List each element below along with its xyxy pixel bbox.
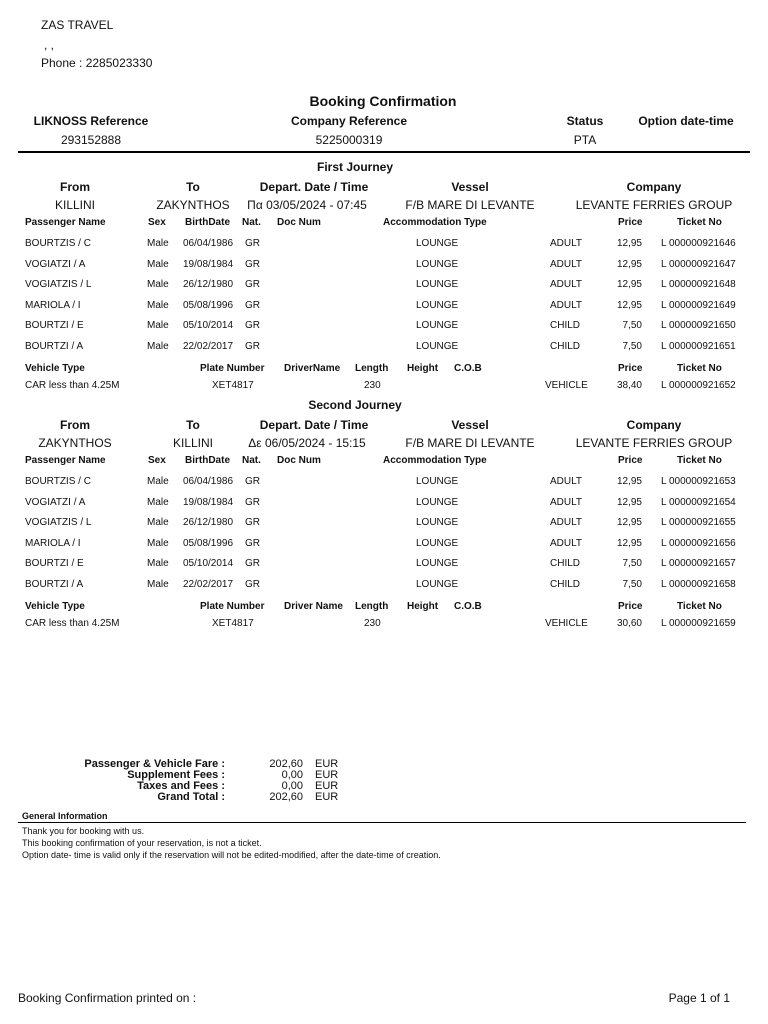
route-label-to: To	[186, 418, 200, 432]
journey-title: Second Journey	[308, 398, 402, 412]
table-row	[0, 538, 768, 554]
passenger-type: CHILD	[550, 558, 581, 570]
liknoss-reference-label: LIKNOSS Reference	[33, 114, 149, 128]
passenger-type: CHILD	[550, 341, 581, 352]
passenger-sex: Male	[147, 299, 169, 311]
passenger-nat: GR	[245, 238, 260, 249]
general-info-line: Option date- time is valid only if the reservation will not be edited-modified, after the date-time of creation.	[22, 850, 441, 860]
column-header-nat: Nat.	[242, 455, 261, 466]
status-value: PTA	[573, 133, 597, 147]
passenger-accommodation: LOUNGE	[416, 517, 459, 529]
passenger-ticket: L 000000921653	[661, 476, 736, 487]
column-header-nat: Nat.	[242, 217, 261, 228]
passenger-type: ADULT	[550, 476, 583, 487]
route-value-company: LEVANTE FERRIES GROUP	[575, 436, 733, 450]
passenger-accommodation: LOUNGE	[416, 320, 459, 332]
vehicle-row	[0, 618, 768, 634]
route-value-to: KILLINI	[172, 436, 214, 450]
passenger-nat: GR	[245, 517, 260, 529]
passenger-price: 7,50	[622, 320, 642, 332]
passenger-ticket: L 000000921646	[661, 238, 736, 249]
route-value-from: KILLINI	[54, 198, 96, 212]
vehicle-header-cob: C.O.B	[454, 601, 482, 612]
passenger-sex: Male	[147, 537, 169, 549]
header-divider	[18, 151, 750, 153]
route-value-vessel: F/B MARE DI LEVANTE	[405, 436, 535, 450]
column-header-passenger-name: Passenger Name	[25, 455, 106, 466]
total-value: 202,60	[269, 791, 303, 803]
passenger-birthdate: 05/08/1996	[183, 299, 234, 311]
table-row	[0, 558, 768, 574]
passenger-sex: Male	[147, 341, 169, 352]
vehicle-kind: VEHICLE	[545, 618, 588, 629]
vehicle-header-length: Length	[355, 363, 389, 374]
table-row	[0, 279, 768, 295]
passenger-sex: Male	[147, 476, 169, 487]
route-value-from: ZAKYNTHOS	[38, 436, 112, 450]
passenger-type: ADULT	[550, 258, 583, 270]
passenger-sex: Male	[147, 579, 169, 590]
column-header-price: Price	[618, 217, 643, 228]
total-currency: EUR	[315, 769, 339, 781]
vehicle-price: 38,40	[616, 380, 642, 391]
vehicle-header-vehicle-type: Vehicle Type	[25, 363, 85, 374]
vehicle-type: CAR less than 4.25M	[25, 380, 120, 391]
passenger-type: ADULT	[550, 279, 583, 291]
route-value-depart: Δε 06/05/2024 - 15:15	[248, 436, 366, 450]
total-currency: EUR	[315, 780, 339, 792]
vehicle-row	[0, 380, 768, 396]
passenger-price: 7,50	[622, 579, 642, 590]
passenger-nat: GR	[245, 279, 260, 291]
passenger-ticket: L 000000921649	[661, 299, 736, 311]
route-label-to: To	[186, 180, 200, 194]
passenger-name: BOURTZI / E	[25, 320, 84, 332]
table-row	[0, 320, 768, 336]
passenger-accommodation: LOUNGE	[416, 258, 459, 270]
agency-address: , ,	[44, 38, 55, 52]
table-row	[0, 476, 768, 492]
passenger-type: ADULT	[550, 496, 583, 508]
passenger-ticket: L 000000921650	[661, 320, 736, 332]
vehicle-header-price: Price	[618, 363, 643, 374]
agency-phone: Phone : 2285023330	[41, 56, 153, 70]
passenger-name: BOURTZIS / C	[25, 476, 91, 487]
vehicle-ticket: L 000000921652	[661, 380, 736, 391]
vehicle-header-cob: C.O.B	[454, 363, 482, 374]
general-info-divider	[18, 822, 746, 823]
passenger-sex: Male	[147, 279, 169, 291]
route-label-depart: Depart. Date / Time	[259, 418, 369, 432]
passenger-nat: GR	[245, 558, 260, 570]
passenger-accommodation: LOUNGE	[416, 496, 459, 508]
table-row	[0, 259, 768, 275]
route-label-from: From	[60, 180, 90, 194]
passenger-sex: Male	[147, 320, 169, 332]
passenger-price: 12,95	[616, 476, 642, 487]
passenger-name: VOGIATZIS / L	[25, 517, 92, 529]
passenger-accommodation: LOUNGE	[416, 476, 459, 487]
passenger-price: 7,50	[622, 341, 642, 352]
passenger-name: VOGIATZI / A	[25, 496, 86, 508]
vehicle-header-driver: Driver Name	[284, 601, 343, 612]
table-row	[0, 579, 768, 595]
table-row	[0, 341, 768, 357]
passenger-accommodation: LOUNGE	[416, 341, 459, 352]
passenger-accommodation: LOUNGE	[416, 238, 459, 249]
passenger-nat: GR	[245, 476, 260, 487]
passenger-sex: Male	[147, 496, 169, 508]
passenger-name: MARIOLA / I	[25, 299, 81, 311]
passenger-nat: GR	[245, 496, 260, 508]
passenger-sex: Male	[147, 238, 169, 249]
passenger-ticket: L 000000921647	[661, 258, 736, 270]
passenger-sex: Male	[147, 558, 169, 570]
passenger-price: 12,95	[616, 299, 642, 311]
general-info-title: General Information	[22, 811, 108, 821]
passenger-type: ADULT	[550, 238, 583, 249]
column-header-birthdate: BirthDate	[185, 217, 231, 228]
passenger-birthdate: 05/10/2014	[183, 558, 234, 570]
route-label-depart: Depart. Date / Time	[259, 180, 369, 194]
route-label-vessel: Vessel	[451, 418, 489, 432]
passenger-sex: Male	[147, 258, 169, 270]
passenger-birthdate: 22/02/2017	[183, 341, 234, 352]
passenger-nat: GR	[245, 341, 260, 352]
passenger-accommodation: LOUNGE	[416, 579, 459, 590]
passenger-type: CHILD	[550, 320, 581, 332]
passenger-nat: GR	[245, 579, 260, 590]
passenger-birthdate: 22/02/2017	[183, 579, 234, 590]
passenger-accommodation: LOUNGE	[416, 558, 459, 570]
passenger-birthdate: 19/08/1984	[183, 496, 234, 508]
vehicle-plate: XET4817	[212, 380, 254, 391]
general-info-line: This booking confirmation of your reservation, is not a ticket.	[22, 838, 262, 848]
column-header-birthdate: BirthDate	[185, 455, 231, 466]
column-header-doc-num: Doc Num	[277, 217, 321, 228]
passenger-birthdate: 26/12/1980	[183, 279, 234, 291]
passenger-ticket: L 000000921654	[661, 496, 736, 508]
route-label-company: Company	[626, 418, 682, 432]
option-datetime-label: Option date-time	[638, 114, 734, 128]
passenger-accommodation: LOUNGE	[416, 279, 459, 291]
page-number: Page 1 of 1	[668, 991, 730, 1005]
passenger-name: BOURTZI / A	[25, 579, 84, 590]
total-label: Taxes and Fees :	[137, 780, 225, 792]
passenger-type: ADULT	[550, 299, 583, 311]
total-value: 0,00	[281, 780, 303, 792]
passenger-birthdate: 05/08/1996	[183, 537, 234, 549]
total-label: Grand Total :	[157, 791, 225, 803]
vehicle-type: CAR less than 4.25M	[25, 618, 120, 629]
table-row	[0, 497, 768, 513]
vehicle-header-driver: DriverName	[284, 363, 341, 374]
passenger-nat: GR	[245, 258, 260, 270]
passenger-type: ADULT	[550, 537, 583, 549]
vehicle-header-plate: Plate Number	[200, 601, 265, 612]
vehicle-header-height: Height	[407, 363, 439, 374]
passenger-price: 12,95	[616, 537, 642, 549]
vehicle-plate: XET4817	[212, 618, 254, 629]
column-header-doc-num: Doc Num	[277, 455, 321, 466]
passenger-nat: GR	[245, 320, 260, 332]
passenger-birthdate: 06/04/1986	[183, 238, 234, 249]
vehicle-header-height: Height	[407, 601, 439, 612]
column-header-passenger-name: Passenger Name	[25, 217, 106, 228]
passenger-nat: GR	[245, 537, 260, 549]
route-value-vessel: F/B MARE DI LEVANTE	[405, 198, 535, 212]
vehicle-header-plate: Plate Number	[200, 363, 265, 374]
vehicle-length: 230	[364, 618, 381, 629]
passenger-birthdate: 19/08/1984	[183, 258, 234, 270]
passenger-accommodation: LOUNGE	[416, 537, 459, 549]
total-value: 0,00	[281, 769, 303, 781]
passenger-name: MARIOLA / I	[25, 537, 81, 549]
company-reference-label: Company Reference	[290, 114, 408, 128]
column-header-price: Price	[618, 455, 643, 466]
vehicle-ticket: L 000000921659	[661, 618, 736, 629]
column-header-accommodation: Accommodation Type	[383, 217, 487, 228]
passenger-birthdate: 26/12/1980	[183, 517, 234, 529]
vehicle-length: 230	[364, 380, 381, 391]
table-row	[0, 300, 768, 316]
total-label: Passenger & Vehicle Fare :	[84, 758, 225, 770]
passenger-ticket: L 000000921656	[661, 537, 736, 549]
vehicle-header-ticket: Ticket No	[677, 601, 722, 612]
passenger-birthdate: 06/04/1986	[183, 476, 234, 487]
passenger-ticket: L 000000921657	[661, 558, 736, 570]
vehicle-header-ticket: Ticket No	[677, 363, 722, 374]
column-header-ticket: Ticket No	[677, 455, 722, 466]
passenger-ticket: L 000000921648	[661, 279, 736, 291]
passenger-ticket: L 000000921651	[661, 341, 736, 352]
vehicle-header-price: Price	[618, 601, 643, 612]
passenger-price: 12,95	[616, 496, 642, 508]
route-label-company: Company	[626, 180, 682, 194]
passenger-price: 12,95	[616, 258, 642, 270]
status-label: Status	[566, 114, 604, 128]
total-currency: EUR	[315, 791, 339, 803]
passenger-name: BOURTZI / E	[25, 558, 84, 570]
passenger-price: 7,50	[622, 558, 642, 570]
vehicle-kind: VEHICLE	[545, 380, 588, 391]
total-currency: EUR	[315, 758, 339, 770]
route-value-depart: Πα 03/05/2024 - 07:45	[247, 198, 367, 212]
table-row	[0, 238, 768, 254]
vehicle-price: 30,60	[616, 618, 642, 629]
column-header-sex: Sex	[148, 217, 166, 228]
passenger-type: ADULT	[550, 517, 583, 529]
printed-on: Booking Confirmation printed on :	[18, 991, 197, 1005]
journey-title: First Journey	[316, 160, 394, 174]
company-reference-value: 5225000319	[315, 133, 383, 147]
passenger-name: BOURTZI / A	[25, 341, 84, 352]
vehicle-header-vehicle-type: Vehicle Type	[25, 601, 85, 612]
vehicle-header-length: Length	[355, 601, 389, 612]
total-value: 202,60	[269, 758, 303, 770]
passenger-name: VOGIATZI / A	[25, 258, 86, 270]
route-value-company: LEVANTE FERRIES GROUP	[575, 198, 733, 212]
column-header-ticket: Ticket No	[677, 217, 722, 228]
route-value-to: ZAKYNTHOS	[156, 198, 230, 212]
passenger-accommodation: LOUNGE	[416, 299, 459, 311]
passenger-type: CHILD	[550, 579, 581, 590]
passenger-ticket: L 000000921655	[661, 517, 736, 529]
column-header-accommodation: Accommodation Type	[383, 455, 487, 466]
table-row	[0, 517, 768, 533]
general-info-line: Thank you for booking with us.	[22, 826, 145, 836]
page-title: Booking Confirmation	[309, 93, 457, 109]
passenger-sex: Male	[147, 517, 169, 529]
total-label: Supplement Fees :	[127, 769, 225, 781]
passenger-name: VOGIATZIS / L	[25, 279, 92, 291]
passenger-ticket: L 000000921658	[661, 579, 736, 590]
column-header-sex: Sex	[148, 455, 166, 466]
liknoss-reference-value: 293152888	[60, 133, 122, 147]
agency-name: ZAS TRAVEL	[41, 18, 114, 32]
passenger-price: 12,95	[616, 517, 642, 529]
passenger-name: BOURTZIS / C	[25, 238, 91, 249]
route-label-vessel: Vessel	[451, 180, 489, 194]
passenger-nat: GR	[245, 299, 260, 311]
passenger-birthdate: 05/10/2014	[183, 320, 234, 332]
passenger-price: 12,95	[616, 279, 642, 291]
route-label-from: From	[60, 418, 90, 432]
passenger-price: 12,95	[616, 238, 642, 249]
